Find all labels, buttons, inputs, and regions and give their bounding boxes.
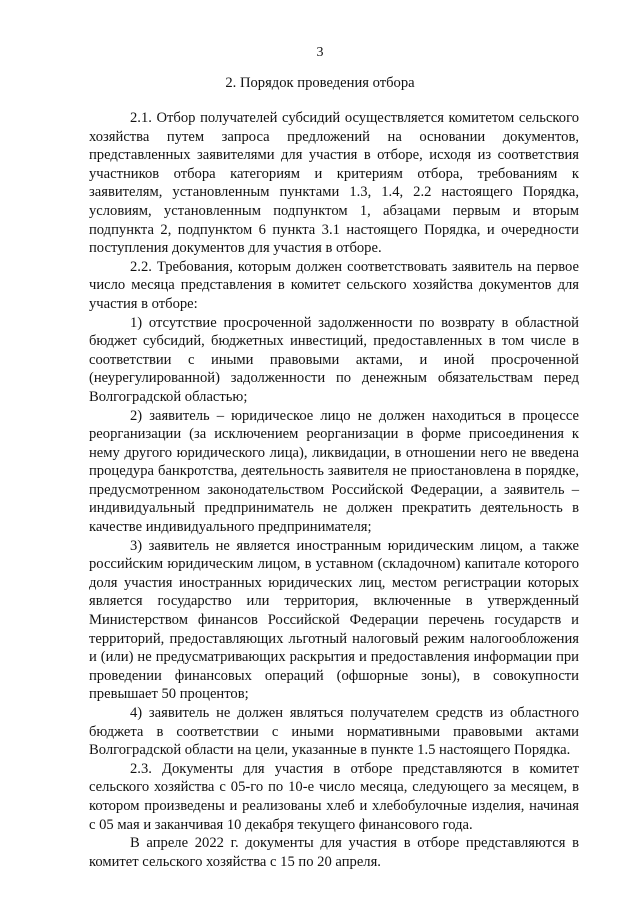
paragraph-april-2022: В апреле 2022 г. документы для участия в отборе представляются в комитет сельского хозяйства с 15 по 20 апреля.: [89, 835, 579, 870]
requirement-2: 2) заявитель – юридическое лицо не должен находиться в процессе реорганизации (за исключением реорганизации в форме присоединения к нему другого юридического лица), ликвидации, в отношении него не введена процедура банкротства, деятельность заявителя не приостановлена в порядке, предусмотренном законодательством Российской Федерации, а заявитель – индивидуальный предприниматель не должен прекратить деятельность в качестве индивидуального предпринимателя;: [89, 407, 579, 536]
paragraph-2-2: 2.2. Требования, которым должен соответствовать заявитель на первое число месяца представления в комитет сельского хозяйства документов для участия в отборе:: [89, 258, 579, 312]
section-title: 2. Порядок проведения отбора: [225, 75, 415, 91]
requirement-1: 1) отсутствие просроченной задолженности по возврату в областной бюджет субсидий, бюджетных инвестиций, предоставленных в том числе в соответствии с иными правовыми актами, и иной просроченной (неурегулированной) задолженности по денежным обязательствам перед Волгоградской областью;: [89, 314, 579, 405]
body-text: [89, 109, 579, 871]
requirement-3: 3) заявитель не является иностранным юридическим лицом, а также российским юридическим лицом, в уставном (складочном) капитале которого доля участия иностранных юридических лиц, местом регистрации которых является государство или территория, включенные в утвержденный Министерством финансов Российской Федерации перечень государств и территорий, предоставляющих льготный налоговый режим налогообложения и (или) не предусматривающих раскрытия и предоставления информации при проведении финансовых операций (офшорные зоны), в совокупности превышает 50 процентов;: [89, 537, 579, 703]
requirement-4: 4) заявитель не должен являться получателем средств из областного бюджета в соответствии с иными нормативными правовыми актами Волгоградской области на цели, указанные в пункте 1.5 настоящего Порядка.: [89, 705, 579, 759]
paragraph-2-1: 2.1. Отбор получателей субсидий осуществляется комитетом сельского хозяйства путем запроса предложений на основании документов, представленных заявителями для участия в отборе, исходя из соответствия участников отбора категориям и критериям отбора, требованиям к заявителям, установленным пунктами 1.3, 1.4, 2.2 настоящего Порядка, условиям, установленным подпунктом 1, абзацами первым и вторым подпункта 2, подпунктом 6 пункта 3.1 настоящего Порядка, и очередности поступления документов для участия в отборе.: [89, 110, 579, 257]
page-number: 3: [316, 45, 324, 60]
paragraph-2-3: 2.3. Документы для участия в отборе представляются в комитет сельского хозяйства с 05-го по 10-е число месяца, следующего за месяцем, в котором произведены и реализованы хлеб и хлебобулочные изделия, начиная с 05 мая и заканчивая 10 декабря текущего финансового года.: [89, 760, 579, 833]
